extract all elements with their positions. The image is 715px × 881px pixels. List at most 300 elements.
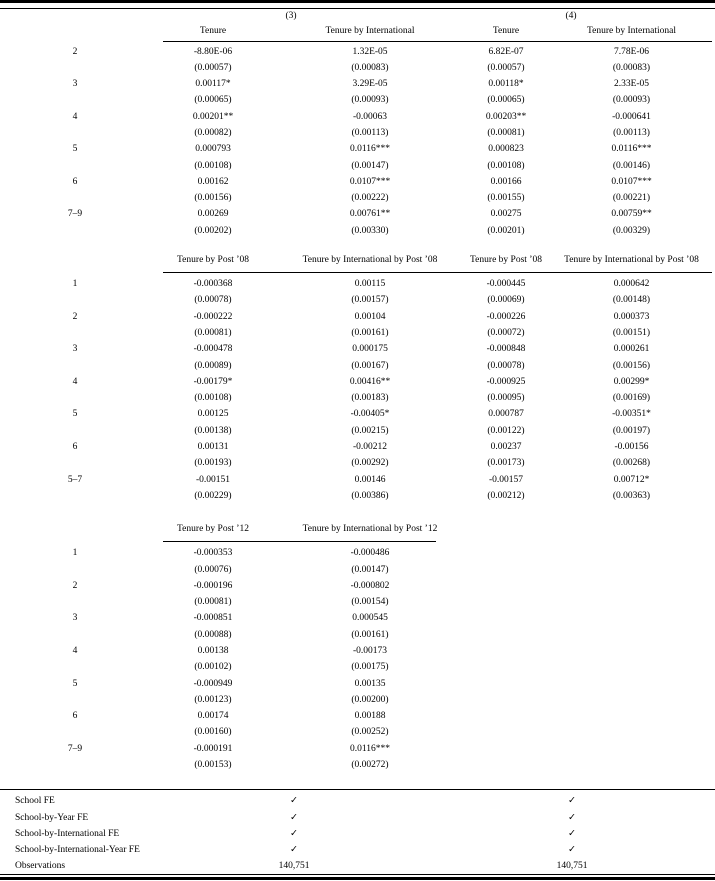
value: 0.000823: [488, 144, 524, 155]
value-cell: [276, 488, 464, 504]
value-cell: [150, 374, 276, 390]
table-row: [0, 610, 715, 626]
value-cell: [276, 724, 464, 740]
value-cell: [276, 325, 464, 341]
value-cell: [464, 341, 548, 357]
value-cell: [150, 174, 276, 190]
table-row: [0, 60, 715, 76]
value-cell: [464, 325, 548, 341]
value-cell: [464, 276, 548, 292]
value: 0.00188: [354, 711, 386, 722]
value-cell: [548, 125, 715, 141]
value: (0.00148): [612, 295, 651, 306]
table-row: [0, 92, 715, 108]
column-header: Tenure by International by Post ’08: [564, 255, 699, 266]
value-cell: [548, 158, 715, 174]
value-cell: [150, 643, 276, 659]
spacer-cell: [548, 741, 715, 757]
panel2-header-row: [0, 253, 715, 268]
row-label: 4: [72, 646, 78, 656]
row-label-cell: [0, 610, 150, 626]
value: 0.00146: [354, 474, 386, 485]
value-cell: [276, 174, 464, 190]
value: (0.00386): [351, 490, 389, 501]
value: (0.00212): [487, 490, 525, 501]
value-cell: [150, 423, 276, 439]
value-cell: [150, 292, 276, 308]
value-cell: [150, 358, 276, 374]
value: -0.00212: [352, 442, 388, 453]
row-label-cell: [0, 276, 150, 292]
panel3-col-header: [276, 522, 464, 537]
value: (0.00156): [194, 193, 232, 204]
value: (0.00330): [351, 225, 389, 236]
row-label-cell: [0, 692, 150, 708]
value: (0.00113): [351, 127, 389, 138]
row-label-cell: [0, 643, 150, 659]
value-cell: [150, 659, 276, 675]
spacer-cell: [548, 545, 715, 561]
value-cell: [276, 741, 464, 757]
row-label-cell: [0, 44, 150, 60]
value-cell: [276, 190, 464, 206]
spacer-cell: [548, 757, 715, 773]
value-cell: [150, 439, 276, 455]
footer-row: [0, 842, 715, 858]
table-row: [0, 341, 715, 357]
value: (0.00173): [487, 458, 525, 469]
row-label-cell: [0, 724, 150, 740]
value: 0.00299*: [613, 376, 650, 387]
value: (0.00057): [487, 62, 525, 73]
value: (0.00202): [194, 225, 232, 236]
value-cell: [464, 472, 548, 488]
row-label: 3: [72, 613, 78, 624]
table-row: [0, 125, 715, 141]
value-cell: [548, 190, 715, 206]
row-label-cell: [0, 125, 150, 141]
row-label-cell: [0, 627, 150, 643]
value: -0.000949: [193, 678, 233, 689]
value-cell: [150, 325, 276, 341]
value-cell: [276, 276, 464, 292]
value-cell: [276, 643, 464, 659]
table-row: [0, 578, 715, 594]
value: 0.00115: [354, 279, 386, 290]
value: 0.0107***: [349, 176, 391, 187]
value-cell: [464, 109, 548, 125]
row-label-cell: [0, 741, 150, 757]
value: (0.00153): [194, 760, 232, 771]
column-header: Tenure: [492, 25, 520, 36]
value-cell: [464, 423, 548, 439]
value: (0.00108): [487, 160, 525, 171]
value: -0.00156: [614, 442, 649, 453]
footer-model4-value: ✓: [568, 812, 576, 823]
value-cell: [150, 390, 276, 406]
table-row: [0, 692, 715, 708]
spacer-cell: [0, 522, 150, 537]
value: -0.000802: [350, 580, 390, 591]
value: 0.00416**: [349, 376, 391, 387]
value: (0.00072): [487, 327, 525, 338]
spacer-cell: [464, 643, 548, 659]
value: (0.00167): [351, 360, 389, 371]
table-row: [0, 562, 715, 578]
row-label: 6: [72, 711, 78, 722]
table-row: [0, 488, 715, 504]
value: 0.000793: [195, 144, 231, 155]
value-cell: [464, 390, 548, 406]
value-cell: [276, 223, 464, 239]
footer-model3-value: ✓: [290, 796, 298, 807]
spacer-cell: [464, 610, 548, 626]
value: (0.00082): [194, 127, 232, 138]
value: 0.00162: [197, 176, 229, 187]
model-number-row: [0, 9, 715, 24]
value-cell: [150, 190, 276, 206]
table-row: [0, 406, 715, 422]
panel3-col-header: [150, 522, 276, 537]
row-label-cell: [0, 594, 150, 610]
row-label-cell: [0, 659, 150, 675]
column-header: Tenure: [199, 25, 227, 36]
footer-row-label: Observations: [15, 861, 66, 872]
value-cell: [548, 109, 715, 125]
value: 0.00203**: [485, 111, 527, 122]
value-cell: [150, 610, 276, 626]
value: (0.00138): [194, 425, 232, 436]
table-row: [0, 757, 715, 773]
value-cell: [464, 358, 548, 374]
row-label: 5: [72, 678, 78, 689]
row-label-cell: [0, 455, 150, 471]
footer-rows: [0, 793, 715, 874]
value-cell: [150, 223, 276, 239]
row-label-cell: [0, 562, 150, 578]
value-cell: [548, 488, 715, 504]
value-cell: [150, 455, 276, 471]
value: 0.000642: [613, 279, 650, 290]
model-3-label: (3): [285, 10, 297, 21]
value: (0.00078): [194, 295, 232, 306]
column-header: Tenure by International by Post ’12: [302, 524, 438, 535]
value: (0.00088): [194, 629, 232, 640]
panel2-col-header: [464, 253, 548, 268]
value-cell: [276, 60, 464, 76]
row-label-cell: [0, 206, 150, 222]
column-header: Tenure by Post ’12: [177, 524, 249, 535]
value: -0.00063: [352, 111, 388, 122]
value-cell: [276, 92, 464, 108]
footer-row-label: School FE: [15, 796, 55, 807]
spacer-cell: [464, 627, 548, 643]
value: (0.00123): [194, 694, 232, 705]
row-label-cell: [0, 109, 150, 125]
value: 0.00759**: [611, 209, 652, 220]
row-label: 5: [72, 409, 78, 420]
value: (0.00161): [351, 629, 389, 640]
value: (0.00156): [612, 360, 651, 371]
row-label-cell: [0, 757, 150, 773]
value-cell: [464, 374, 548, 390]
table-row: [0, 643, 715, 659]
row-label: 6: [72, 176, 78, 187]
row-label-cell: [0, 158, 150, 174]
value-cell: [276, 627, 464, 643]
panel3-header-rule: [163, 541, 436, 542]
value-cell: [548, 44, 715, 60]
bottom-rule-thick: [0, 877, 715, 880]
panel2-col-header: [150, 253, 276, 268]
footer-model3-value: ✓: [290, 828, 298, 839]
value: -0.00157: [488, 474, 524, 485]
value-cell: [464, 174, 548, 190]
value-cell: [464, 190, 548, 206]
value: 0.00275: [490, 209, 522, 220]
value: 0.000545: [352, 613, 388, 624]
value-cell: [276, 610, 464, 626]
value-cell: [548, 76, 715, 92]
table-row: [0, 44, 715, 60]
table-row: [0, 206, 715, 222]
footer-model4-value: ✓: [568, 796, 576, 807]
table-row: [0, 627, 715, 643]
row-label-cell: [0, 292, 150, 308]
value: (0.00229): [194, 490, 232, 501]
value-cell: [548, 141, 715, 157]
value: 0.0116***: [611, 144, 652, 155]
value-cell: [150, 692, 276, 708]
column-header: Tenure by International: [325, 25, 415, 36]
value-cell: [276, 44, 464, 60]
panel2-rows: [0, 276, 715, 504]
value: (0.00089): [194, 360, 232, 371]
spacer-cell: [548, 692, 715, 708]
value: (0.00160): [194, 727, 232, 738]
spacer-cell: [548, 659, 715, 675]
spacer-cell: [464, 659, 548, 675]
value-cell: [150, 44, 276, 60]
row-label: 2: [72, 46, 78, 57]
value: (0.00272): [351, 760, 389, 771]
row-label-cell: [0, 545, 150, 561]
row-label-cell: [0, 374, 150, 390]
value: 0.0116***: [349, 144, 391, 155]
table-row: [0, 423, 715, 439]
value-cell: [150, 627, 276, 643]
spacer-cell: [464, 578, 548, 594]
value: -0.00179*: [193, 376, 233, 387]
value-cell: [276, 659, 464, 675]
value: (0.00183): [351, 393, 389, 404]
value: -0.000851: [193, 613, 233, 624]
spacer-cell: [464, 757, 548, 773]
value: (0.00081): [194, 327, 232, 338]
value-cell: [276, 390, 464, 406]
footer-row-label: School-by-Year FE: [15, 812, 89, 823]
value: -0.00351*: [612, 409, 651, 420]
spacer-cell: [464, 724, 548, 740]
value-cell: [464, 206, 548, 222]
value-cell: [464, 292, 548, 308]
row-label-cell: [0, 325, 150, 341]
value: (0.00268): [612, 458, 651, 469]
value-cell: [548, 439, 715, 455]
value: 0.00138: [197, 646, 229, 656]
value-cell: [150, 158, 276, 174]
value-cell: [276, 406, 464, 422]
value-cell: [276, 292, 464, 308]
row-label: 4: [72, 111, 78, 122]
value: 0.00269: [197, 209, 229, 220]
spacer-cell: [0, 24, 150, 39]
value: (0.00076): [194, 564, 232, 575]
value-cell: [464, 92, 548, 108]
row-label: 6: [72, 442, 78, 453]
value: -0.000222: [193, 311, 233, 322]
value-cell: [276, 374, 464, 390]
table-row: [0, 374, 715, 390]
value-cell: [150, 206, 276, 222]
value: -0.000226: [486, 311, 526, 322]
spacer-cell: [464, 676, 548, 692]
row-label-cell: [0, 174, 150, 190]
value-cell: [548, 423, 715, 439]
value: (0.00095): [487, 393, 525, 404]
table-row: [0, 708, 715, 724]
value: (0.00147): [351, 160, 389, 171]
spacer-cell: [464, 545, 548, 561]
row-label-cell: [0, 423, 150, 439]
value: -0.000925: [486, 376, 526, 387]
table-row: [0, 676, 715, 692]
panel1-col-header: [464, 24, 548, 39]
row-label-cell: [0, 60, 150, 76]
value: (0.00108): [194, 393, 232, 404]
value-cell: [548, 390, 715, 406]
table-row: [0, 390, 715, 406]
value: (0.00221): [612, 193, 651, 204]
value: 0.000787: [488, 409, 524, 420]
value: -0.00173: [352, 646, 388, 656]
row-label-cell: [0, 341, 150, 357]
value: (0.00157): [351, 295, 389, 306]
value-cell: [464, 406, 548, 422]
value-cell: [548, 374, 715, 390]
value: (0.00081): [487, 127, 525, 138]
spacer-cell: [464, 708, 548, 724]
bottom-rule-thin: [0, 874, 715, 875]
value: (0.00093): [351, 95, 389, 106]
value: 0.00166: [490, 176, 522, 187]
table-row: [0, 190, 715, 206]
top-rule-thick: [0, 0, 715, 3]
footer-model4-value: 140,751: [556, 861, 588, 872]
spacer-cell: [548, 724, 715, 740]
value: 0.00125: [197, 409, 229, 420]
value: (0.00065): [194, 95, 232, 106]
value: -0.000478: [193, 344, 233, 355]
spacer-cell: [548, 643, 715, 659]
row-label-cell: [0, 223, 150, 239]
value-cell: [150, 276, 276, 292]
row-label-cell: [0, 488, 150, 504]
table-row: [0, 741, 715, 757]
footer-model3-value: 140,751: [278, 861, 310, 872]
value: -0.000368: [193, 279, 233, 290]
value: (0.00146): [612, 160, 651, 171]
column-header: Tenure by International: [586, 25, 677, 36]
value-cell: [150, 757, 276, 773]
value-cell: [548, 223, 715, 239]
row-label-cell: [0, 390, 150, 406]
value-cell: [150, 472, 276, 488]
table-row: [0, 309, 715, 325]
row-label: 5: [72, 144, 78, 155]
value-cell: [548, 309, 715, 325]
value-cell: [276, 125, 464, 141]
value-cell: [276, 676, 464, 692]
row-label-cell: [0, 190, 150, 206]
value-cell: [548, 472, 715, 488]
value: -0.000196: [193, 580, 233, 591]
row-label: 3: [72, 344, 78, 355]
spacer-cell: [464, 692, 548, 708]
value: (0.00161): [351, 327, 389, 338]
value: (0.00065): [487, 95, 525, 106]
column-header: Tenure by International by Post ’08: [302, 255, 438, 266]
table-row: [0, 76, 715, 92]
spacer-cell: [464, 562, 548, 578]
value-cell: [464, 488, 548, 504]
model-4-label: (4): [565, 10, 577, 21]
value-cell: [548, 174, 715, 190]
panel1-rows: [0, 44, 715, 240]
value-cell: [464, 141, 548, 157]
row-label-cell: [0, 309, 150, 325]
table-row: [0, 659, 715, 675]
value: 0.00118*: [488, 79, 524, 90]
value-cell: [150, 125, 276, 141]
row-label-cell: [0, 578, 150, 594]
footer-row: [0, 810, 715, 826]
value: -8.80E-06: [193, 46, 233, 57]
spacer-cell: [548, 676, 715, 692]
value-cell: [150, 708, 276, 724]
value-cell: [276, 439, 464, 455]
spacer-cell: [548, 610, 715, 626]
footer-model4-value: ✓: [568, 828, 576, 839]
value-cell: [150, 562, 276, 578]
value-cell: [548, 358, 715, 374]
value: 2.33E-05: [613, 79, 650, 90]
panel1-header-rule: [163, 41, 712, 42]
footer-model4-value: ✓: [568, 844, 576, 855]
panel3-rows: [0, 545, 715, 773]
value: 0.0116***: [349, 743, 391, 754]
panel1-col-header: [276, 24, 464, 39]
value: 7.78E-06: [613, 46, 650, 57]
value-cell: [276, 562, 464, 578]
table-row: [0, 158, 715, 174]
value: (0.00081): [194, 597, 232, 608]
table-row: [0, 439, 715, 455]
value: (0.00215): [351, 425, 389, 436]
row-label: 7–9: [67, 209, 83, 220]
row-label-cell: [0, 439, 150, 455]
table-row: [0, 292, 715, 308]
